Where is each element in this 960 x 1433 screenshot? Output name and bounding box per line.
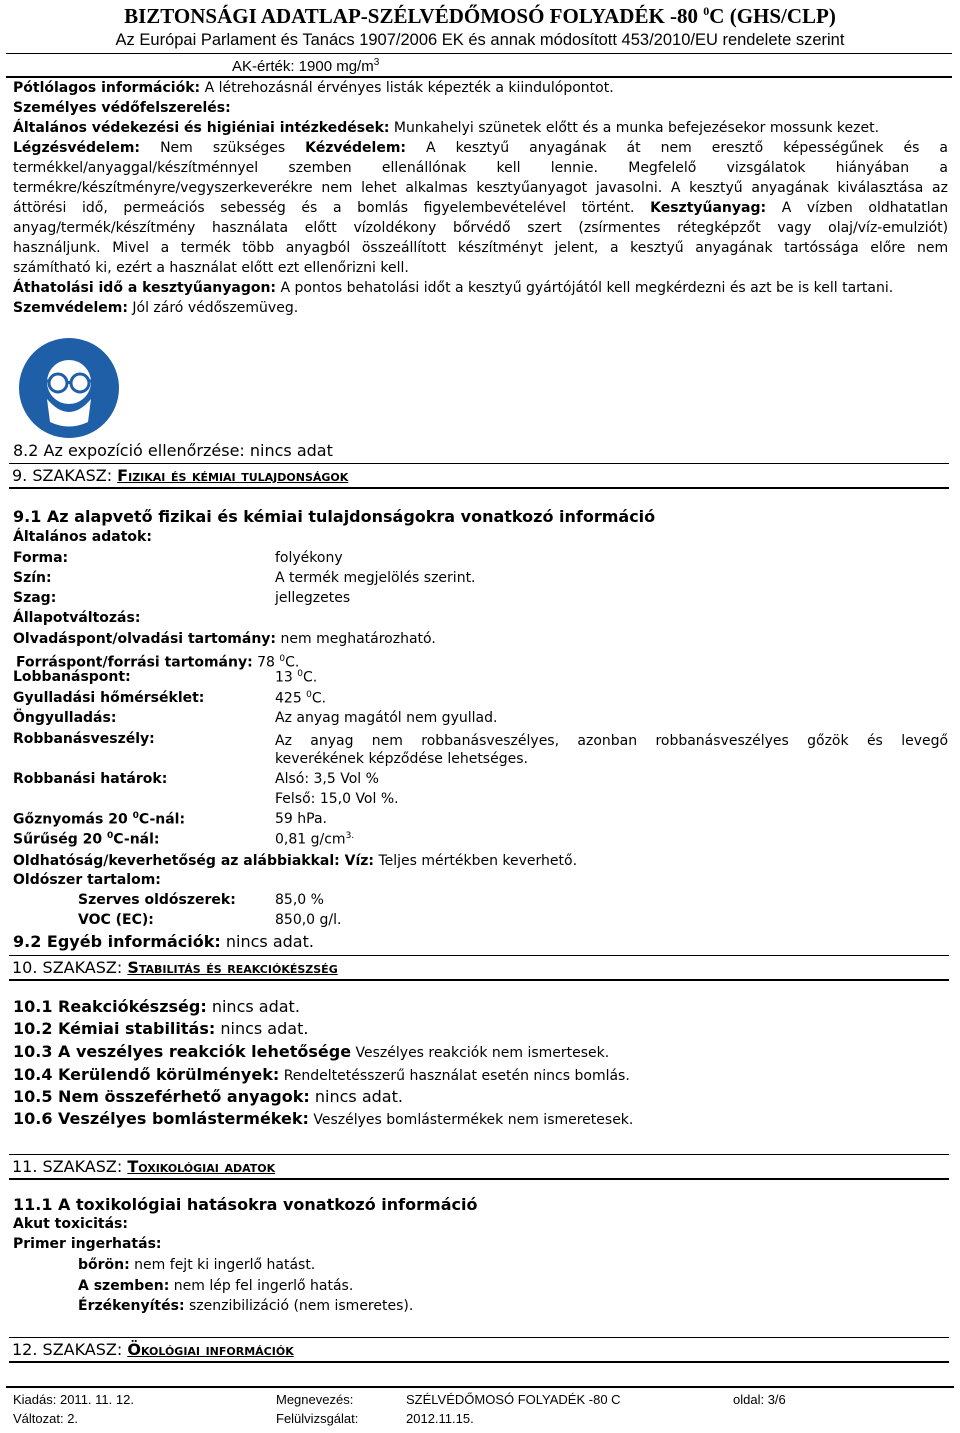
page-number: oldal: 3/6 <box>733 1392 786 1407</box>
word: anyagának <box>529 140 607 156</box>
form-value: folyékony <box>275 550 343 566</box>
document-title: BIZTONSÁGI ADATLAP-SZÉLVÉDŐMOSÓ FOLYADÉK -80 $^0$C (GHS/CLP) <box>124 4 836 28</box>
word: képességűnek <box>783 140 884 156</box>
glove-text-line-3: termékre/készítményre/vegyszerkeverékre nem lehet alkalmas kesztyűanyagot javasolni. A kesztyű anyagának kiválasztása az <box>13 180 948 196</box>
general-data-label: Általános adatok: <box>13 529 152 545</box>
eye-effect: A szemben: nem lép fel ingerlő hatás. <box>78 1278 354 1294</box>
word: tartóssága <box>784 240 859 256</box>
goggles-mandatory-icon <box>18 337 120 439</box>
word: és <box>866 733 883 749</box>
revision-label: Felülvizsgálat: <box>276 1411 359 1426</box>
flash-point-label: Lobbanáspont: <box>13 669 131 685</box>
word: Megfelelő <box>628 160 697 176</box>
section-9-header: 9. SZAKASZ: Fizikai és kémiai tulajdonságok <box>9 463 949 489</box>
word: A <box>781 200 792 216</box>
word: szert <box>527 220 562 236</box>
word: Légzésvédelem: <box>13 140 141 156</box>
ak-value: AK-érték: 1900 $mg/m^3$ <box>232 57 380 75</box>
explosion-limits-label: Robbanási határok: <box>13 771 168 787</box>
exposure-control: 8.2 Az expozíció ellenőrzése: nincs adat <box>13 441 333 460</box>
word: vízoldékony <box>353 220 437 236</box>
word: hiányában <box>835 160 910 176</box>
color-value: A termék megjelölés szerint. <box>275 570 476 586</box>
word: (zsírmentes <box>578 220 661 236</box>
word: lennie. <box>550 160 598 176</box>
melting-point: Olvadáspont/olvadási tartomány: nem meghatározható. <box>13 631 436 647</box>
respiratory-hand-protection-line <box>13 138 948 158</box>
word: gőzök <box>807 733 849 749</box>
primary-irritation-label: Primer ingerhatás: <box>13 1236 162 1252</box>
glove-text-line-6 <box>13 238 948 258</box>
word: permeációs <box>123 200 205 216</box>
word: szükséges <box>212 140 286 156</box>
word: vízben <box>806 200 853 216</box>
word: és <box>903 140 920 156</box>
upper-limit-value: Felső: 15,0 Vol %. <box>275 791 399 807</box>
word: a <box>939 140 948 156</box>
eye-protection: Szemvédelem: Jól záró védőszemüveg. <box>13 300 299 316</box>
revision-date: 2012.11.15. <box>406 1411 474 1426</box>
word: át <box>626 140 641 156</box>
word: A <box>426 140 436 156</box>
explosion-hazard-value <box>275 731 948 751</box>
issue-date: Kiadás: 2011. 11. 12. <box>13 1392 134 1407</box>
word: Kézvédelem: <box>305 140 407 156</box>
reactivity: 10.1 Reakciókészség: nincs adat. <box>13 997 300 1016</box>
section-10-header: 10. SZAKASZ: Stabilitás és reakciókészség <box>9 955 949 981</box>
word: vizsgálatok <box>726 160 806 176</box>
word: Nem <box>160 140 193 156</box>
word: kell <box>496 160 521 176</box>
organic-solvents-value: 85,0 % <box>275 892 324 908</box>
odor-label: Szag: <box>13 590 57 606</box>
self-ignition-label: Öngyulladás: <box>13 710 117 726</box>
word: anyag/termék/készítmény <box>13 220 196 236</box>
word: jelent, <box>554 240 599 256</box>
word: anyagának <box>695 240 773 256</box>
name-label: Megnevezés: <box>276 1392 354 1407</box>
boiling-point: Forráspont/forrási tartomány: 78 $^0$C. <box>16 654 300 671</box>
density-value: 0,81 $g/cm^{3.}$ <box>275 831 355 848</box>
flash-point-value: 13 $^0$C. <box>275 669 318 686</box>
word: Mivel <box>112 240 149 256</box>
chemical-stability: 10.2 Kémiai stabilitás: nincs adat. <box>13 1019 309 1038</box>
word: nem <box>660 140 692 156</box>
vapour-pressure-label: Gőznyomás 20 $^0$C-nál: <box>13 811 186 828</box>
word: eresztő <box>711 140 764 156</box>
word: a <box>160 240 170 256</box>
product-name: SZÉLVÉDŐMOSÓ FOLYADÉK -80 C <box>406 1392 621 1407</box>
word: figyelembevételével <box>423 200 567 216</box>
word: több <box>242 240 275 256</box>
word: a <box>609 240 619 256</box>
word: kesztyű <box>455 140 510 156</box>
vapour-pressure-value: 59 hPa. <box>275 811 327 827</box>
word: ellenállónak <box>381 160 467 176</box>
word: olaj/víz-emulziót) <box>828 220 949 236</box>
word: robbanásveszélyes <box>655 733 789 749</box>
explosion-hazard-label: Robbanásveszély: <box>13 731 155 747</box>
word: előre <box>870 240 906 256</box>
decomposition-products: 10.6 Veszélyes bomlástermékek: Veszélyes bomlástermékek nem ismeretesek. <box>13 1109 634 1128</box>
regulation-subtitle: Az Európai Parlament és Tanács 1907/2006 EK és annak módosított 453/2010/EU rendelete szerint <box>115 31 845 49</box>
word: készítményt <box>457 240 543 256</box>
word: nem <box>916 240 949 256</box>
word: vagy <box>777 220 812 236</box>
glove-text-line-2 <box>13 158 948 178</box>
word: levegő <box>901 733 949 749</box>
word: sebesség <box>220 200 286 216</box>
word: és <box>301 200 318 216</box>
color-label: Szín: <box>13 570 52 586</box>
hygiene-measures: Általános védekezési és higiéniai intézkedések: Munkahelyi szünetek előtt és a munka befejezésekor mossunk kezet. <box>13 120 880 136</box>
self-ignition-value: Az anyag magától nem gyullad. <box>275 710 498 726</box>
voc-value: 850,0 g/l. <box>275 912 342 928</box>
solubility: Oldhatóság/keverhetőség az alábbiakkal: Víz: Teljes mértékben keverhető. <box>13 853 578 869</box>
word: a <box>332 200 342 216</box>
hazardous-reactions: 10.3 A veszélyes reakciók lehetősége Veszélyes reakciók nem ismertesek. <box>13 1042 610 1061</box>
word: robbanásveszélyes, <box>421 733 560 749</box>
acute-toxicity-label: Akut toxicitás: <box>13 1216 128 1232</box>
word: a <box>939 160 949 176</box>
breakthrough-time: Áthatolási idő a kesztyűanyagon: A pontos behatolási időt a kesztyű gyártójától kell megkérdezni és azt be is kell tartani. <box>13 280 894 296</box>
lower-limit-value: Alsó: 3,5 Vol % <box>275 771 379 787</box>
word: történt. <box>581 200 635 216</box>
section-12-header: 12. SZAKASZ: Ökológiai információk <box>9 1337 949 1363</box>
word: anyagból <box>285 240 351 256</box>
density-label: Sűrűség 20 $^0$C-nál: <box>13 831 160 848</box>
additional-info: Pótlólagos információk: A létrehozásnál érvényes listák képezték a kiindulópontot. <box>13 80 614 96</box>
word: bomlás <box>357 200 408 216</box>
word: bőrvédő <box>452 220 511 236</box>
solvent-content-label: Oldószer tartalom: <box>13 872 161 888</box>
word: termék <box>180 240 231 256</box>
word: használata <box>211 220 289 236</box>
organic-solvents-label: Szerves oldószerek: <box>78 892 236 908</box>
ppe-heading: Személyes védőfelszerelés: <box>13 100 231 116</box>
glove-material-line <box>13 198 948 218</box>
word: azonban <box>577 733 638 749</box>
word: idő, <box>81 200 108 216</box>
word: szemben <box>288 160 352 176</box>
section-9-1-heading: 9.1 Az alapvető fizikai és kémiai tulajdonságokra vonatkozó információ <box>13 507 656 526</box>
glove-text-line-7: számítható ki, ezért a használat előtt ezt ellenőrizni kell. <box>13 260 409 276</box>
word: Az <box>275 733 292 749</box>
sensitization: Érzékenyítés: szenzibilizáció (nem ismeretes). <box>78 1298 414 1314</box>
word: oldhatatlan <box>868 200 949 216</box>
form-label: Forma: <box>13 550 69 566</box>
word: áttörési <box>13 200 67 216</box>
section-11-header: 11. SZAKASZ: Toxikológiai adatok <box>9 1154 949 1180</box>
explosion-hazard-value-2: keverékének képződése lehetséges. <box>275 751 528 767</box>
version: Változat: 2. <box>13 1411 79 1426</box>
odor-value: jellegzetes <box>275 590 351 606</box>
word: előtt <box>304 220 337 236</box>
word: rétegképzőt <box>677 220 761 236</box>
ignition-temp-label: Gyulladási hőmérséklet: <box>13 690 205 706</box>
footer-divider <box>6 1386 954 1388</box>
ignition-temp-value: 425 $^0$C. <box>275 690 327 707</box>
section-11-1-heading: 11.1 A toxikológiai hatásokra vonatkozó információ <box>13 1195 478 1214</box>
word: összeállított <box>361 240 447 256</box>
state-change-label: Állapotváltozás: <box>13 610 141 626</box>
glove-text-line-5 <box>13 218 948 238</box>
word: használjunk. <box>13 240 101 256</box>
other-information: 9.2 Egyéb információk: nincs adat. <box>13 932 314 951</box>
skin-effect: bőrön: nem fejt ki ingerlő hatást. <box>78 1257 316 1273</box>
voc-label: VOC (EC): <box>78 912 154 928</box>
word: nem <box>371 733 403 749</box>
word: anyag <box>310 733 354 749</box>
word: kesztyű <box>630 240 684 256</box>
glove-material-label: Kesztyűanyag: <box>650 200 767 216</box>
incompatible-materials: 10.5 Nem összeférhető anyagok: nincs adat. <box>13 1087 403 1106</box>
conditions-to-avoid: 10.4 Kerülendő körülmények: Rendeltetésszerű használat esetén nincs bomlás. <box>13 1065 630 1084</box>
word: termékkel/anyaggal/készítménnyel <box>13 160 259 176</box>
ak-value-box <box>6 53 952 78</box>
